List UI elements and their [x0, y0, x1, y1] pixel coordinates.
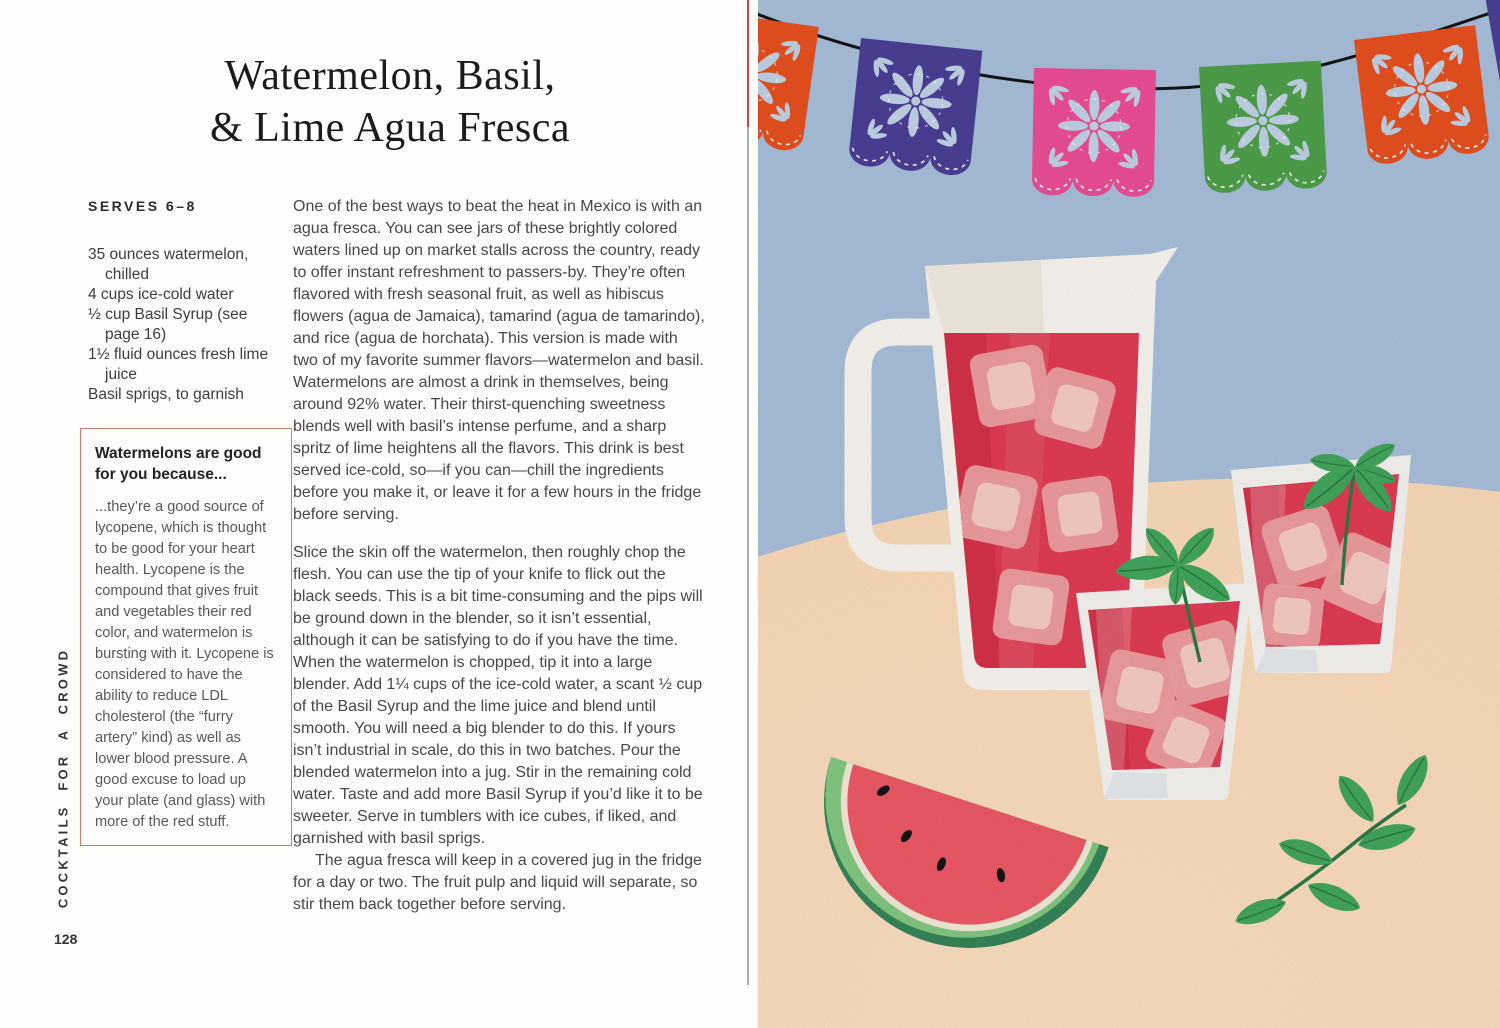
- recipe-title-line1: Watermelon, Basil,: [224, 53, 556, 99]
- sidebar-box-heading: Watermelons are good for you because...: [95, 445, 262, 483]
- recipe-title-line2: & Lime Agua Fresca: [209, 105, 571, 151]
- paper-grain-texture: [758, 0, 1500, 1028]
- gutter-line-blue: [747, 127, 749, 985]
- ingredient-item: 1½ fluid ounces fresh lime juice: [88, 346, 269, 383]
- chapter-label: COCKTAILS FOR A CROWD: [55, 647, 71, 909]
- storage-paragraph: The agua fresca will keep in a covered jug in the fridge for a day or two. The fruit pulp and liquid will separate, so stir them back together before serving.: [293, 852, 702, 913]
- method-paragraph: Slice the skin off the watermelon, then roughly chop the flesh. You can use the tip of your knife to flick out the black seeds. This is a bit time-consuming and the pips will be ground down in the blender, so it isn’t essential, although it can be satisfying to do if you have the time. When the watermelon is chopped, tip it into a large blender. Add 1¼ cups of the ice-cold water, a scant ½ cup of the Basil Syrup and the lime juice and blend until smooth. You will need a big blender to do this. If yours isn’t industrial in scale, do this in two batches. Pour the blended watermelon into a jug. Stir in the remaining cold water. Taste and add more Basil Syrup if you’d like it to be sweeter. Serve in tumblers with ice cubes, if liked, and garnished with basil sprigs.: [293, 544, 703, 847]
- recipe-body: [293, 196, 707, 916]
- ingredient-list: [88, 245, 276, 405]
- gutter-line-red: [747, 0, 749, 127]
- nutrition-sidebar-box: [80, 428, 292, 846]
- ingredient-item: 4 cups ice-cold water: [88, 286, 234, 303]
- sidebar-box-body: ...they’re a good source of lycopene, which is thought to be good for your heart health. Lycopene is the compound that gives fruit and vegetables their red color, and watermelon is bursting with it. Lycopene is considered to have the ability to reduce LDL cholesterol (the “furry artery” kind) as well as lower blood pressure. A good excuse to load up your plate (and glass) with more of the red stuff.: [95, 499, 274, 830]
- ingredient-item: ½ cup Basil Syrup (see page 16): [88, 306, 248, 343]
- ingredient-item: Basil sprigs, to garnish: [88, 386, 244, 403]
- recipe-title: [60, 50, 720, 154]
- serves-label: SERVES 6–8: [88, 198, 197, 214]
- intro-paragraph: One of the best ways to beat the heat in Mexico is with an agua fresca. You can see jars of these brightly colored waters lined up on market stalls across the country, ready to offer instant refreshment to passers-by. They’re often flavored with fresh seasonal fruit, as well as hibiscus flowers (agua de Jamaica), tamarind (agua de tamarindo), and rice (agua de horchata). This version is made with two of my favorite summer flavors—watermelon and basil. Watermelons are almost a drink in themselves, being around 92% water. Their thirst-quenching sweetness blends well with basil’s intense perfume, and a sharp spritz of lime heightens all the flavors. This drink is best served ice-cold, so—if you can—chill the ingredients before you make it, or leave it for a few hours in the fridge before serving.: [293, 198, 705, 523]
- illustration-page: [758, 0, 1500, 1028]
- ingredient-item: 35 ounces watermelon, chilled: [88, 246, 249, 283]
- page-number: 128: [54, 931, 78, 947]
- page-gutter: [745, 0, 758, 1028]
- agua-fresca-illustration: [758, 0, 1500, 1028]
- recipe-page: [0, 0, 745, 1028]
